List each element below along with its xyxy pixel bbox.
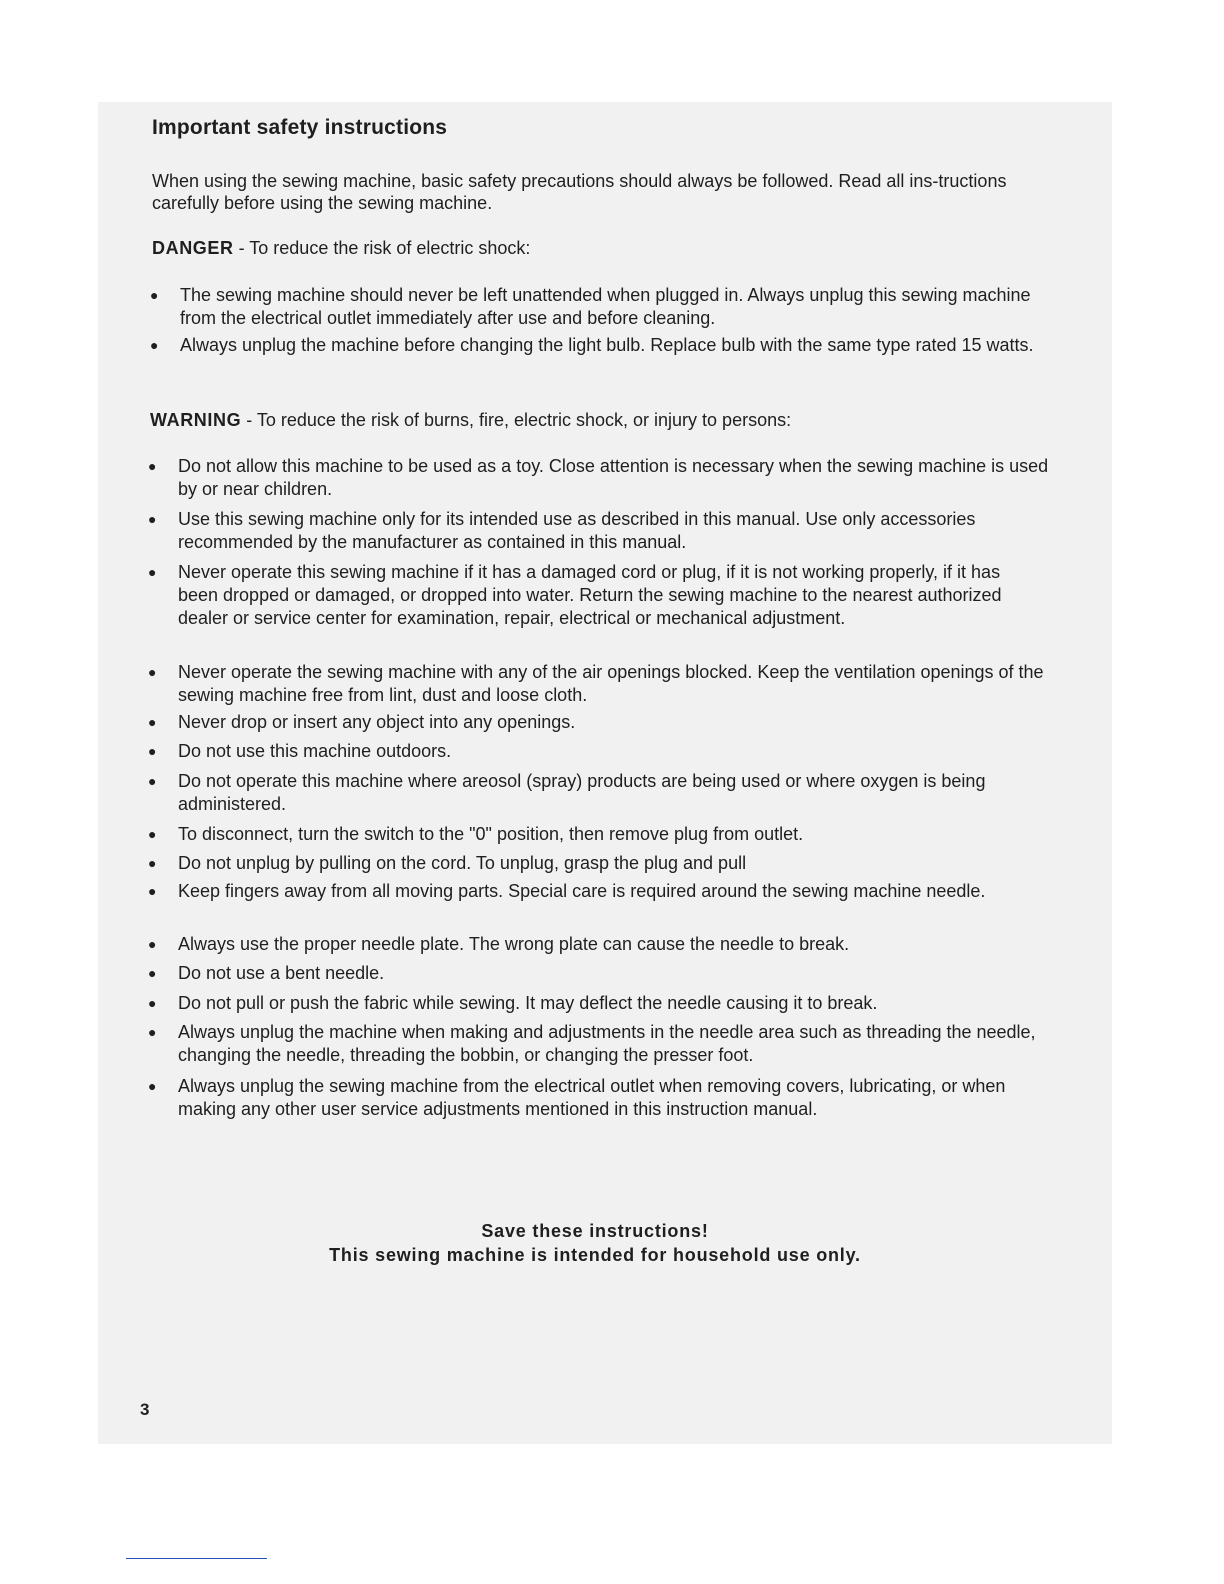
bullet-icon: ● [148, 1078, 157, 1094]
bullet-icon: ● [148, 965, 157, 981]
bullet-icon: ● [148, 664, 157, 680]
list-item [148, 711, 1048, 734]
list-item [150, 284, 1040, 330]
bullet-icon: ● [150, 287, 159, 303]
list-item [148, 1075, 1048, 1121]
list-item [148, 561, 1038, 630]
list-item-text: Never drop or insert any object into any openings. [178, 712, 576, 732]
intro-paragraph: When using the sewing machine, basic safety precautions should always be followed. Read all ins-tructions carefully before using the sewing machine. [152, 171, 1007, 213]
list-item [148, 933, 1058, 956]
bullet-icon: ● [148, 564, 157, 580]
list-item [148, 455, 1058, 501]
list-item-text: Always unplug the sewing machine from the electrical outlet when removing covers, lubricating, or when making any other user service adjustments mentioned in this instruction manual. [178, 1076, 1006, 1119]
page-title: Important safety instructions [152, 116, 448, 139]
danger-text: - To reduce the risk of electric shock: [233, 238, 531, 258]
bullet-icon: ● [148, 511, 157, 527]
list-item [148, 661, 1048, 707]
bullet-icon: ● [148, 1024, 157, 1040]
list-item-text: Keep fingers away from all moving parts. Special care is required around the sewing machine needle. [178, 881, 986, 901]
list-item [148, 962, 1058, 985]
danger-heading [152, 238, 530, 259]
list-item [150, 334, 1050, 357]
list-item [148, 880, 1058, 903]
list-item-text: Use this sewing machine only for its intended use as described in this manual. Use only accessories recommended by the manufacturer as contained in this manual. [178, 509, 976, 552]
bullet-icon: ● [148, 995, 157, 1011]
list-item-text: Do not pull or push the fabric while sewing. It may deflect the needle causing it to break. [178, 993, 878, 1013]
bullet-icon: ● [148, 883, 157, 899]
list-item-text: Never operate this sewing machine if it has a damaged cord or plug, if it is not working properly, if it has been dropped or damaged, or dropped into water. Return the sewing machine to the nearest authorized dealer or service center for examination, repair, electrical or mechanical adjustment. [178, 562, 1002, 628]
footer-rule [126, 1558, 267, 1559]
danger-label: DANGER [152, 238, 234, 258]
list-item-text: Never operate the sewing machine with any of the air openings blocked. Keep the ventilation openings of the sewing machine free from lint, dust and loose cloth. [178, 662, 1044, 705]
list-item-text: Always unplug the machine when making and adjustments in the needle area such as threading the needle, changing the needle, threading the bobbin, or changing the presser foot. [178, 1022, 1036, 1065]
closing-save-instructions: Save these instructions! [481, 1221, 709, 1241]
warning-heading [150, 410, 791, 431]
list-item-text: The sewing machine should never be left unattended when plugged in. Always unplug this sewing machine from the electrical outlet immediately after use and before cleaning. [180, 285, 1031, 328]
list-item [148, 1021, 1058, 1067]
warning-text: - To reduce the risk of burns, fire, electric shock, or injury to persons: [241, 410, 792, 430]
list-item [148, 770, 1058, 816]
list-item [148, 740, 1048, 763]
list-item-text: Always unplug the machine before changing the light bulb. Replace bulb with the same type rated 15 watts. [180, 335, 1034, 355]
bullet-icon: ● [148, 936, 157, 952]
bullet-icon: ● [148, 826, 157, 842]
list-item [148, 508, 1008, 554]
page-number: 3 [140, 1400, 150, 1419]
list-item-text: Do not allow this machine to be used as a toy. Close attention is necessary when the sewing machine is used by or near children. [178, 456, 1049, 499]
list-item-text: Do not operate this machine where areosol (spray) products are being used or where oxygen is being administered. [178, 771, 986, 814]
bullet-icon: ● [150, 337, 159, 353]
closing-household-use: This sewing machine is intended for household use only. [329, 1245, 861, 1265]
bullet-icon: ● [148, 743, 157, 759]
list-item [148, 823, 1058, 846]
list-item [148, 852, 1058, 875]
bullet-icon: ● [148, 855, 157, 871]
list-item-text: Do not use a bent needle. [178, 963, 385, 983]
list-item-text: Do not use this machine outdoors. [178, 741, 452, 761]
bullet-icon: ● [148, 714, 157, 730]
list-item [148, 992, 1058, 1015]
bullet-icon: ● [148, 773, 157, 789]
list-item-text: To disconnect, turn the switch to the "0" position, then remove plug from outlet. [178, 824, 804, 844]
list-item-text: Do not unplug by pulling on the cord. To unplug, grasp the plug and pull [178, 853, 747, 873]
list-item-text: Always use the proper needle plate. The wrong plate can cause the needle to break. [178, 934, 850, 954]
bullet-icon: ● [148, 458, 157, 474]
warning-label: WARNING [150, 410, 242, 430]
